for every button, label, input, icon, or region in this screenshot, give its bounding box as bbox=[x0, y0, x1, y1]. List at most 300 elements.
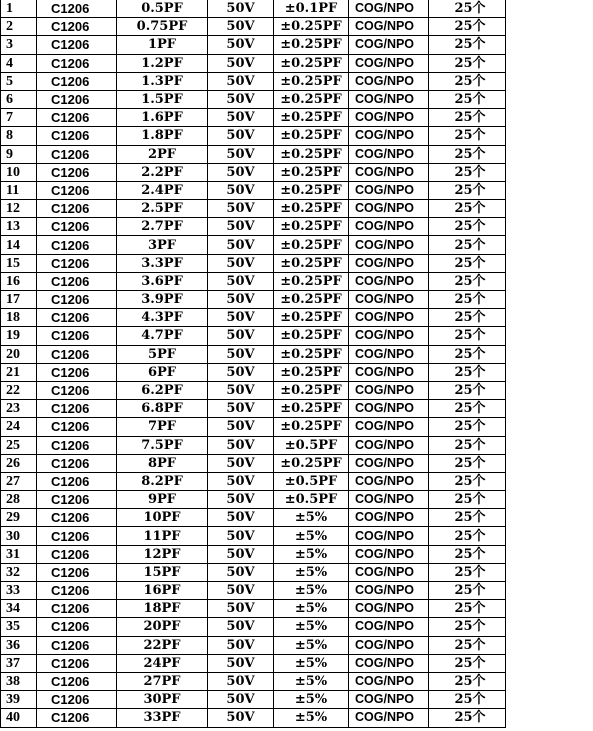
package-code-cell: C1206 bbox=[37, 545, 117, 563]
quantity-cell: 25个 bbox=[429, 654, 506, 672]
table-row bbox=[1, 636, 506, 654]
tolerance-cell: ±0.25PF bbox=[274, 18, 349, 36]
tolerance-cell: ±0.25PF bbox=[274, 163, 349, 181]
quantity-cell: 25个 bbox=[429, 200, 506, 218]
table-row bbox=[1, 472, 506, 490]
voltage-cell: 50V bbox=[208, 109, 274, 127]
package-code-cell: C1206 bbox=[37, 709, 117, 727]
capacitance-cell: 6PF bbox=[117, 363, 208, 381]
voltage-cell: 50V bbox=[208, 345, 274, 363]
row-number-cell: 39 bbox=[1, 691, 37, 709]
package-code-cell: C1206 bbox=[37, 472, 117, 490]
capacitance-cell: 1.5PF bbox=[117, 90, 208, 108]
dielectric-cell: COG/NPO bbox=[349, 54, 429, 72]
row-number-cell: 26 bbox=[1, 454, 37, 472]
package-code-cell: C1206 bbox=[37, 72, 117, 90]
tolerance-cell: ±0.5PF bbox=[274, 436, 349, 454]
tolerance-cell: ±0.25PF bbox=[274, 145, 349, 163]
dielectric-cell: COG/NPO bbox=[349, 236, 429, 254]
dielectric-cell: COG/NPO bbox=[349, 127, 429, 145]
quantity-cell: 25个 bbox=[429, 291, 506, 309]
voltage-cell: 50V bbox=[208, 54, 274, 72]
capacitance-cell: 11PF bbox=[117, 527, 208, 545]
capacitance-cell: 33PF bbox=[117, 709, 208, 727]
table-row bbox=[1, 491, 506, 509]
quantity-cell: 25个 bbox=[429, 272, 506, 290]
table-row bbox=[1, 18, 506, 36]
voltage-cell: 50V bbox=[208, 691, 274, 709]
row-number-cell: 23 bbox=[1, 400, 37, 418]
tolerance-cell: ±5% bbox=[274, 636, 349, 654]
voltage-cell: 50V bbox=[208, 400, 274, 418]
row-number-cell: 13 bbox=[1, 218, 37, 236]
table-row bbox=[1, 0, 506, 18]
tolerance-cell: ±0.25PF bbox=[274, 454, 349, 472]
table-body bbox=[1, 0, 506, 727]
row-number-cell: 40 bbox=[1, 709, 37, 727]
quantity-cell: 25个 bbox=[429, 509, 506, 527]
table-row bbox=[1, 582, 506, 600]
voltage-cell: 50V bbox=[208, 90, 274, 108]
package-code-cell: C1206 bbox=[37, 672, 117, 690]
voltage-cell: 50V bbox=[208, 18, 274, 36]
dielectric-cell: COG/NPO bbox=[349, 327, 429, 345]
table-row bbox=[1, 654, 506, 672]
package-code-cell: C1206 bbox=[37, 454, 117, 472]
tolerance-cell: ±5% bbox=[274, 709, 349, 727]
package-code-cell: C1206 bbox=[37, 127, 117, 145]
table-row bbox=[1, 563, 506, 581]
capacitance-cell: 3.9PF bbox=[117, 291, 208, 309]
table-row bbox=[1, 454, 506, 472]
package-code-cell: C1206 bbox=[37, 691, 117, 709]
capacitance-cell: 6.2PF bbox=[117, 381, 208, 399]
package-code-cell: C1206 bbox=[37, 582, 117, 600]
dielectric-cell: COG/NPO bbox=[349, 0, 429, 18]
row-number-cell: 27 bbox=[1, 472, 37, 490]
dielectric-cell: COG/NPO bbox=[349, 254, 429, 272]
capacitance-cell: 0.75PF bbox=[117, 18, 208, 36]
package-code-cell: C1206 bbox=[37, 218, 117, 236]
row-number-cell: 8 bbox=[1, 127, 37, 145]
quantity-cell: 25个 bbox=[429, 381, 506, 399]
voltage-cell: 50V bbox=[208, 309, 274, 327]
dielectric-cell: COG/NPO bbox=[349, 181, 429, 199]
capacitance-cell: 9PF bbox=[117, 491, 208, 509]
table-row bbox=[1, 309, 506, 327]
capacitance-cell: 7.5PF bbox=[117, 436, 208, 454]
tolerance-cell: ±0.25PF bbox=[274, 218, 349, 236]
capacitance-cell: 8PF bbox=[117, 454, 208, 472]
tolerance-cell: ±0.25PF bbox=[274, 236, 349, 254]
capacitance-cell: 2.4PF bbox=[117, 181, 208, 199]
package-code-cell: C1206 bbox=[37, 163, 117, 181]
package-code-cell: C1206 bbox=[37, 54, 117, 72]
tolerance-cell: ±0.25PF bbox=[274, 381, 349, 399]
quantity-cell: 25个 bbox=[429, 491, 506, 509]
package-code-cell: C1206 bbox=[37, 509, 117, 527]
capacitance-cell: 3.3PF bbox=[117, 254, 208, 272]
row-number-cell: 37 bbox=[1, 654, 37, 672]
dielectric-cell: COG/NPO bbox=[349, 618, 429, 636]
row-number-cell: 22 bbox=[1, 381, 37, 399]
row-number-cell: 9 bbox=[1, 145, 37, 163]
voltage-cell: 50V bbox=[208, 200, 274, 218]
table-row bbox=[1, 200, 506, 218]
table-row bbox=[1, 72, 506, 90]
dielectric-cell: COG/NPO bbox=[349, 654, 429, 672]
table-row bbox=[1, 181, 506, 199]
row-number-cell: 35 bbox=[1, 618, 37, 636]
dielectric-cell: COG/NPO bbox=[349, 272, 429, 290]
quantity-cell: 25个 bbox=[429, 636, 506, 654]
voltage-cell: 50V bbox=[208, 636, 274, 654]
row-number-cell: 19 bbox=[1, 327, 37, 345]
tolerance-cell: ±5% bbox=[274, 654, 349, 672]
table-row bbox=[1, 236, 506, 254]
voltage-cell: 50V bbox=[208, 327, 274, 345]
row-number-cell: 24 bbox=[1, 418, 37, 436]
voltage-cell: 50V bbox=[208, 454, 274, 472]
capacitance-cell: 1.8PF bbox=[117, 127, 208, 145]
voltage-cell: 50V bbox=[208, 145, 274, 163]
capacitance-cell: 15PF bbox=[117, 563, 208, 581]
capacitance-cell: 20PF bbox=[117, 618, 208, 636]
row-number-cell: 21 bbox=[1, 363, 37, 381]
voltage-cell: 50V bbox=[208, 291, 274, 309]
row-number-cell: 6 bbox=[1, 90, 37, 108]
table-row bbox=[1, 709, 506, 727]
voltage-cell: 50V bbox=[208, 672, 274, 690]
row-number-cell: 29 bbox=[1, 509, 37, 527]
row-number-cell: 20 bbox=[1, 345, 37, 363]
package-code-cell: C1206 bbox=[37, 145, 117, 163]
dielectric-cell: COG/NPO bbox=[349, 90, 429, 108]
quantity-cell: 25个 bbox=[429, 345, 506, 363]
quantity-cell: 25个 bbox=[429, 454, 506, 472]
table-row bbox=[1, 163, 506, 181]
dielectric-cell: COG/NPO bbox=[349, 163, 429, 181]
dielectric-cell: COG/NPO bbox=[349, 563, 429, 581]
tolerance-cell: ±0.25PF bbox=[274, 345, 349, 363]
quantity-cell: 25个 bbox=[429, 436, 506, 454]
capacitance-cell: 0.5PF bbox=[117, 0, 208, 18]
package-code-cell: C1206 bbox=[37, 272, 117, 290]
table-row bbox=[1, 291, 506, 309]
row-number-cell: 15 bbox=[1, 254, 37, 272]
capacitance-cell: 27PF bbox=[117, 672, 208, 690]
dielectric-cell: COG/NPO bbox=[349, 636, 429, 654]
table-row bbox=[1, 691, 506, 709]
voltage-cell: 50V bbox=[208, 436, 274, 454]
voltage-cell: 50V bbox=[208, 527, 274, 545]
capacitance-cell: 16PF bbox=[117, 582, 208, 600]
capacitance-cell: 18PF bbox=[117, 600, 208, 618]
package-code-cell: C1206 bbox=[37, 491, 117, 509]
quantity-cell: 25个 bbox=[429, 327, 506, 345]
quantity-cell: 25个 bbox=[429, 36, 506, 54]
quantity-cell: 25个 bbox=[429, 527, 506, 545]
quantity-cell: 25个 bbox=[429, 127, 506, 145]
quantity-cell: 25个 bbox=[429, 109, 506, 127]
row-number-cell: 12 bbox=[1, 200, 37, 218]
voltage-cell: 50V bbox=[208, 582, 274, 600]
tolerance-cell: ±0.25PF bbox=[274, 363, 349, 381]
voltage-cell: 50V bbox=[208, 254, 274, 272]
table-row bbox=[1, 127, 506, 145]
row-number-cell: 17 bbox=[1, 291, 37, 309]
voltage-cell: 50V bbox=[208, 563, 274, 581]
quantity-cell: 25个 bbox=[429, 363, 506, 381]
capacitance-cell: 10PF bbox=[117, 509, 208, 527]
capacitance-cell: 2.7PF bbox=[117, 218, 208, 236]
package-code-cell: C1206 bbox=[37, 236, 117, 254]
quantity-cell: 25个 bbox=[429, 672, 506, 690]
voltage-cell: 50V bbox=[208, 418, 274, 436]
row-number-cell: 3 bbox=[1, 36, 37, 54]
dielectric-cell: COG/NPO bbox=[349, 345, 429, 363]
table-row bbox=[1, 672, 506, 690]
table-row bbox=[1, 90, 506, 108]
quantity-cell: 25个 bbox=[429, 563, 506, 581]
dielectric-cell: COG/NPO bbox=[349, 672, 429, 690]
quantity-cell: 25个 bbox=[429, 600, 506, 618]
table-row bbox=[1, 272, 506, 290]
tolerance-cell: ±5% bbox=[274, 582, 349, 600]
capacitance-cell: 6.8PF bbox=[117, 400, 208, 418]
dielectric-cell: COG/NPO bbox=[349, 545, 429, 563]
tolerance-cell: ±5% bbox=[274, 509, 349, 527]
package-code-cell: C1206 bbox=[37, 200, 117, 218]
package-code-cell: C1206 bbox=[37, 436, 117, 454]
capacitance-cell: 4.7PF bbox=[117, 327, 208, 345]
row-number-cell: 31 bbox=[1, 545, 37, 563]
dielectric-cell: COG/NPO bbox=[349, 582, 429, 600]
dielectric-cell: COG/NPO bbox=[349, 363, 429, 381]
quantity-cell: 25个 bbox=[429, 309, 506, 327]
package-code-cell: C1206 bbox=[37, 18, 117, 36]
dielectric-cell: COG/NPO bbox=[349, 381, 429, 399]
dielectric-cell: COG/NPO bbox=[349, 291, 429, 309]
dielectric-cell: COG/NPO bbox=[349, 200, 429, 218]
voltage-cell: 50V bbox=[208, 236, 274, 254]
row-number-cell: 18 bbox=[1, 309, 37, 327]
voltage-cell: 50V bbox=[208, 163, 274, 181]
quantity-cell: 25个 bbox=[429, 54, 506, 72]
capacitance-cell: 12PF bbox=[117, 545, 208, 563]
tolerance-cell: ±0.25PF bbox=[274, 272, 349, 290]
capacitance-cell: 1.6PF bbox=[117, 109, 208, 127]
package-code-cell: C1206 bbox=[37, 36, 117, 54]
capacitance-cell: 1PF bbox=[117, 36, 208, 54]
row-number-cell: 7 bbox=[1, 109, 37, 127]
package-code-cell: C1206 bbox=[37, 600, 117, 618]
table-row bbox=[1, 400, 506, 418]
row-number-cell: 1 bbox=[1, 0, 37, 18]
dielectric-cell: COG/NPO bbox=[349, 527, 429, 545]
quantity-cell: 25个 bbox=[429, 254, 506, 272]
quantity-cell: 25个 bbox=[429, 18, 506, 36]
package-code-cell: C1206 bbox=[37, 309, 117, 327]
voltage-cell: 50V bbox=[208, 72, 274, 90]
capacitance-cell: 7PF bbox=[117, 418, 208, 436]
package-code-cell: C1206 bbox=[37, 181, 117, 199]
capacitance-cell: 8.2PF bbox=[117, 472, 208, 490]
quantity-cell: 25个 bbox=[429, 691, 506, 709]
quantity-cell: 25个 bbox=[429, 618, 506, 636]
tolerance-cell: ±5% bbox=[274, 672, 349, 690]
package-code-cell: C1206 bbox=[37, 381, 117, 399]
tolerance-cell: ±5% bbox=[274, 563, 349, 581]
row-number-cell: 2 bbox=[1, 18, 37, 36]
capacitance-cell: 1.2PF bbox=[117, 54, 208, 72]
package-code-cell: C1206 bbox=[37, 254, 117, 272]
table-row bbox=[1, 436, 506, 454]
voltage-cell: 50V bbox=[208, 709, 274, 727]
voltage-cell: 50V bbox=[208, 545, 274, 563]
dielectric-cell: COG/NPO bbox=[349, 509, 429, 527]
table-row bbox=[1, 218, 506, 236]
row-number-cell: 33 bbox=[1, 582, 37, 600]
package-code-cell: C1206 bbox=[37, 291, 117, 309]
voltage-cell: 50V bbox=[208, 218, 274, 236]
table-row bbox=[1, 600, 506, 618]
capacitance-cell: 4.3PF bbox=[117, 309, 208, 327]
row-number-cell: 38 bbox=[1, 672, 37, 690]
voltage-cell: 50V bbox=[208, 509, 274, 527]
dielectric-cell: COG/NPO bbox=[349, 218, 429, 236]
package-code-cell: C1206 bbox=[37, 90, 117, 108]
dielectric-cell: COG/NPO bbox=[349, 600, 429, 618]
capacitance-cell: 24PF bbox=[117, 654, 208, 672]
quantity-cell: 25个 bbox=[429, 709, 506, 727]
voltage-cell: 50V bbox=[208, 381, 274, 399]
package-code-cell: C1206 bbox=[37, 654, 117, 672]
package-code-cell: C1206 bbox=[37, 618, 117, 636]
voltage-cell: 50V bbox=[208, 491, 274, 509]
capacitance-cell: 22PF bbox=[117, 636, 208, 654]
table-row bbox=[1, 327, 506, 345]
tolerance-cell: ±0.25PF bbox=[274, 181, 349, 199]
row-number-cell: 34 bbox=[1, 600, 37, 618]
tolerance-cell: ±0.25PF bbox=[274, 90, 349, 108]
package-code-cell: C1206 bbox=[37, 0, 117, 18]
quantity-cell: 25个 bbox=[429, 418, 506, 436]
tolerance-cell: ±0.25PF bbox=[274, 54, 349, 72]
tolerance-cell: ±5% bbox=[274, 600, 349, 618]
table-row bbox=[1, 145, 506, 163]
quantity-cell: 25个 bbox=[429, 0, 506, 18]
tolerance-cell: ±0.25PF bbox=[274, 36, 349, 54]
dielectric-cell: COG/NPO bbox=[349, 400, 429, 418]
table-row bbox=[1, 618, 506, 636]
quantity-cell: 25个 bbox=[429, 218, 506, 236]
package-code-cell: C1206 bbox=[37, 418, 117, 436]
row-number-cell: 11 bbox=[1, 181, 37, 199]
row-number-cell: 36 bbox=[1, 636, 37, 654]
dielectric-cell: COG/NPO bbox=[349, 18, 429, 36]
row-number-cell: 10 bbox=[1, 163, 37, 181]
row-number-cell: 25 bbox=[1, 436, 37, 454]
package-code-cell: C1206 bbox=[37, 400, 117, 418]
row-number-cell: 5 bbox=[1, 72, 37, 90]
voltage-cell: 50V bbox=[208, 600, 274, 618]
package-code-cell: C1206 bbox=[37, 527, 117, 545]
dielectric-cell: COG/NPO bbox=[349, 72, 429, 90]
voltage-cell: 50V bbox=[208, 654, 274, 672]
dielectric-cell: COG/NPO bbox=[349, 309, 429, 327]
dielectric-cell: COG/NPO bbox=[349, 109, 429, 127]
tolerance-cell: ±0.25PF bbox=[274, 309, 349, 327]
tolerance-cell: ±0.25PF bbox=[274, 254, 349, 272]
tolerance-cell: ±0.25PF bbox=[274, 327, 349, 345]
quantity-cell: 25个 bbox=[429, 145, 506, 163]
table-row bbox=[1, 363, 506, 381]
tolerance-cell: ±0.5PF bbox=[274, 472, 349, 490]
row-number-cell: 30 bbox=[1, 527, 37, 545]
tolerance-cell: ±5% bbox=[274, 691, 349, 709]
package-code-cell: C1206 bbox=[37, 109, 117, 127]
tolerance-cell: ±0.1PF bbox=[274, 0, 349, 18]
table-row bbox=[1, 254, 506, 272]
package-code-cell: C1206 bbox=[37, 363, 117, 381]
dielectric-cell: COG/NPO bbox=[349, 691, 429, 709]
capacitance-cell: 30PF bbox=[117, 691, 208, 709]
row-number-cell: 4 bbox=[1, 54, 37, 72]
voltage-cell: 50V bbox=[208, 363, 274, 381]
tolerance-cell: ±0.25PF bbox=[274, 400, 349, 418]
table-row bbox=[1, 527, 506, 545]
row-number-cell: 14 bbox=[1, 236, 37, 254]
quantity-cell: 25个 bbox=[429, 72, 506, 90]
voltage-cell: 50V bbox=[208, 181, 274, 199]
dielectric-cell: COG/NPO bbox=[349, 491, 429, 509]
tolerance-cell: ±0.25PF bbox=[274, 291, 349, 309]
table-row bbox=[1, 109, 506, 127]
capacitance-cell: 2.5PF bbox=[117, 200, 208, 218]
tolerance-cell: ±0.5PF bbox=[274, 491, 349, 509]
quantity-cell: 25个 bbox=[429, 472, 506, 490]
capacitance-cell: 2.2PF bbox=[117, 163, 208, 181]
tolerance-cell: ±5% bbox=[274, 618, 349, 636]
tolerance-cell: ±5% bbox=[274, 527, 349, 545]
capacitance-cell: 3.6PF bbox=[117, 272, 208, 290]
table-row bbox=[1, 545, 506, 563]
tolerance-cell: ±0.25PF bbox=[274, 109, 349, 127]
dielectric-cell: COG/NPO bbox=[349, 472, 429, 490]
voltage-cell: 50V bbox=[208, 618, 274, 636]
tolerance-cell: ±0.25PF bbox=[274, 200, 349, 218]
table-row bbox=[1, 509, 506, 527]
table-row bbox=[1, 418, 506, 436]
table-row bbox=[1, 54, 506, 72]
package-code-cell: C1206 bbox=[37, 327, 117, 345]
capacitance-cell: 2PF bbox=[117, 145, 208, 163]
voltage-cell: 50V bbox=[208, 127, 274, 145]
quantity-cell: 25个 bbox=[429, 545, 506, 563]
voltage-cell: 50V bbox=[208, 36, 274, 54]
dielectric-cell: COG/NPO bbox=[349, 454, 429, 472]
row-number-cell: 32 bbox=[1, 563, 37, 581]
package-code-cell: C1206 bbox=[37, 636, 117, 654]
dielectric-cell: COG/NPO bbox=[349, 418, 429, 436]
capacitance-cell: 5PF bbox=[117, 345, 208, 363]
quantity-cell: 25个 bbox=[429, 90, 506, 108]
tolerance-cell: ±0.25PF bbox=[274, 418, 349, 436]
table-row bbox=[1, 345, 506, 363]
tolerance-cell: ±0.25PF bbox=[274, 127, 349, 145]
tolerance-cell: ±0.25PF bbox=[274, 72, 349, 90]
